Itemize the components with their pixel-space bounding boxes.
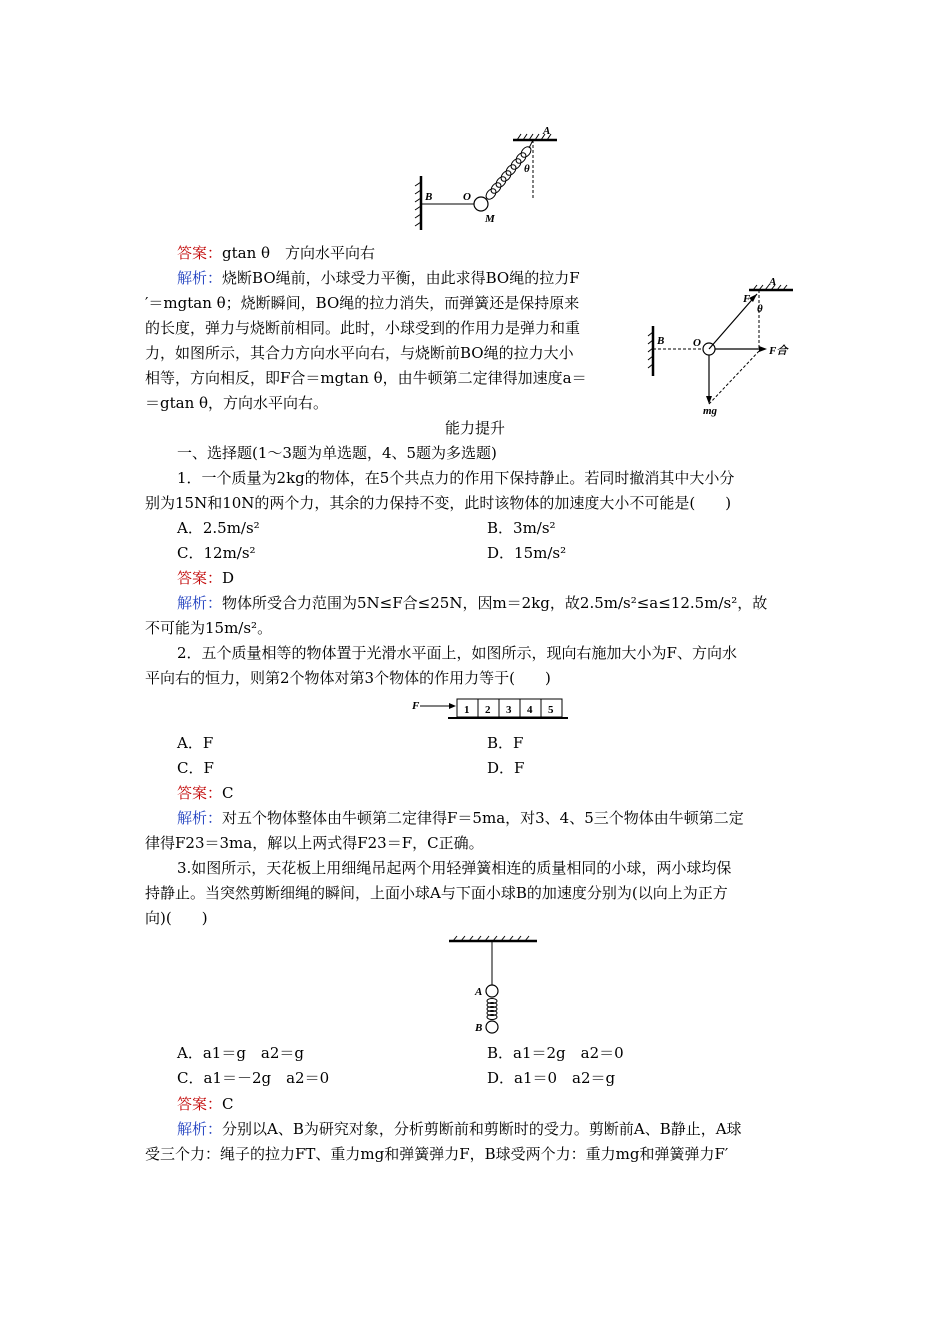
label-force: F	[412, 700, 420, 712]
q1-answer: 答案：D	[177, 569, 235, 587]
q2-option-b: B．F	[487, 734, 524, 752]
q3-option-b: B．a1＝2g a2＝0	[487, 1044, 624, 1062]
answer-text: gtan θ 方向水平向右	[222, 244, 376, 262]
answer-1	[177, 242, 375, 264]
analysis-1-line-1: 解析：烧断BO绳前，小球受力平衡，由此求得BO绳的拉力F	[177, 269, 580, 287]
block-label-5: 5	[548, 704, 554, 716]
q3-option-c: C．a1＝－2g a2＝0	[177, 1069, 330, 1087]
label-f: F	[743, 293, 751, 305]
label-b: B	[425, 191, 433, 203]
label-o: O	[693, 337, 701, 349]
block-label-1: 1	[464, 704, 470, 716]
q1-option-b: B．3m/s²	[487, 519, 556, 537]
label-theta: θ	[524, 163, 530, 175]
label-mg: mg	[703, 405, 718, 417]
q2-option-c: C．F	[177, 759, 214, 777]
figure-hanging-balls	[445, 933, 540, 1039]
q3-answer: 答案：C	[177, 1095, 234, 1113]
label-m: M	[485, 213, 495, 225]
label-o: O	[463, 191, 471, 203]
q1-analysis-line-1: 解析：物体所受合力范围为5N≤F合≤25N，因m＝2kg，故2.5m/s²≤a≤12.5m/s²，故	[177, 594, 768, 612]
label-fhe: F合	[769, 345, 788, 357]
analysis-label: 解析：	[177, 269, 223, 287]
q2-answer: 答案：C	[177, 784, 234, 802]
section-heading: 一、选择题(1～3题为单选题，4、5题为多选题)	[177, 444, 497, 462]
q2-analysis-line-1: 解析：对五个物体整体由牛顿第二定律得F＝5ma，对3、4、5三个物体由牛顿第二定	[177, 809, 744, 827]
label-theta: θ	[757, 303, 763, 315]
q1-line-1: 1．一个质量为2kg的物体，在5个共点力的作用下保持静止。若同时撤消其中大小分	[177, 469, 735, 487]
q1-option-c: C．12m/s²	[177, 544, 256, 562]
q3-option-d: D．a1＝0 a2＝g	[487, 1069, 616, 1087]
block-label-2: 2	[485, 704, 491, 716]
q3-line-2: 持静止。当突然剪断细绳的瞬间，上面小球A与下面小球B的加速度分别为(以向上为正方	[145, 884, 728, 902]
q1-line-2: 别为15N和10N的两个力，其余的力保持不变，此时该物体的加速度大小不可能是( )	[145, 494, 732, 512]
block-label-3: 3	[506, 704, 512, 716]
q3-analysis-line-1: 解析：分别以A、B为研究对象，分析剪断前和剪断时的受力。剪断前A、B静止，A球	[177, 1120, 742, 1138]
q1-analysis-line-2: 不可能为15m/s²。	[145, 619, 273, 637]
label-a: A	[543, 125, 551, 137]
analysis-1-line-3: 的长度，弹力与烧断前相同。此时，小球受到的作用力是弹力和重	[145, 319, 581, 337]
label-a: A	[769, 276, 777, 288]
q2-option-a: A．F	[177, 734, 214, 752]
q3-option-a: A．a1＝g a2＝g	[177, 1044, 305, 1062]
answer-label: 答案：	[177, 244, 223, 262]
label-b: B	[657, 335, 665, 347]
figure-five-blocks	[408, 697, 573, 723]
q2-line-2: 平向右的恒力，则第2个物体对第3个物体的作用力等于( )	[145, 669, 551, 687]
q2-option-d: D．F	[487, 759, 525, 777]
analysis-1-line-6: ＝gtan θ，方向水平向右。	[145, 394, 329, 412]
analysis-1-line-2: ′＝mgtan θ；烧断瞬间，BO绳的拉力消失，而弹簧还是保持原来	[145, 294, 580, 312]
analysis-1-line-5: 相等，方向相反，即F合＝mgtan θ，由牛顿第二定律得加速度a＝	[145, 369, 587, 387]
figure-force-diagram	[645, 276, 805, 418]
label-b: B	[475, 1022, 483, 1034]
q2-line-1: 2．五个质量相等的物体置于光滑水平面上，如图所示，现向右施加大小为F、方向水	[177, 644, 737, 662]
figure-spring-ball	[405, 122, 565, 234]
block-label-4: 4	[527, 704, 533, 716]
section-title: 能力提升	[444, 419, 505, 437]
q1-option-a: A．2.5m/s²	[177, 519, 260, 537]
q3-line-3: 向)( )	[145, 909, 208, 927]
q3-line-1: 3.如图所示，天花板上用细绳吊起两个用轻弹簧相连的质量相同的小球，两小球均保	[177, 859, 732, 877]
q3-analysis-line-2: 受三个力：绳子的拉力FT、重力mg和弹簧弹力F，B球受两个力：重力mg和弹簧弹力F′	[145, 1145, 729, 1163]
q2-analysis-line-2: 律得F23＝3ma，解以上两式得F23＝F，C正确。	[145, 834, 484, 852]
q1-option-d: D．15m/s²	[487, 544, 567, 562]
analysis-1-line-4: 力，如图所示，其合力方向水平向右，与烧断前BO绳的拉力大小	[145, 344, 574, 362]
label-a: A	[475, 986, 483, 998]
